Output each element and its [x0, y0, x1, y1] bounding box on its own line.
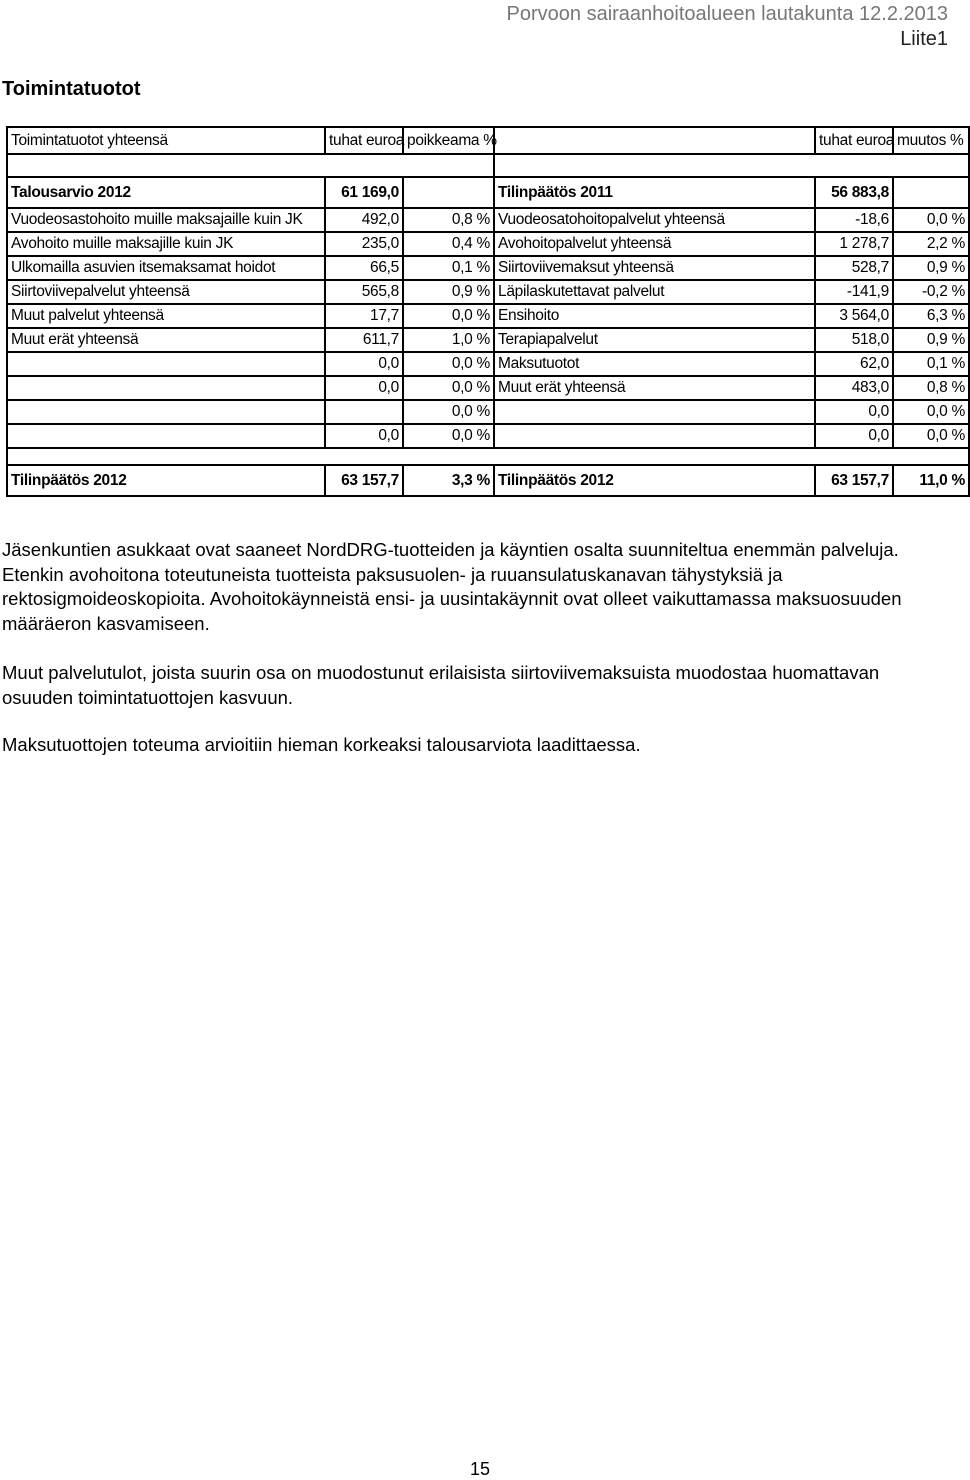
table-row — [7, 352, 969, 376]
row-amount: 17,7 — [325, 304, 403, 328]
row-deviation: 0,9 % — [403, 280, 494, 304]
paragraph-2: Muut palvelutulot, joista suurin osa on muodostunut erilaisista siirtoviivemaksuista muodostaa huomattavan osuuden toimintatuottojen kasvuun. — [2, 662, 880, 708]
document-header — [507, 2, 948, 52]
row-deviation: 1,0 % — [403, 328, 494, 352]
table-row — [7, 256, 969, 280]
row-label — [7, 352, 325, 376]
row-amount: 611,7 — [325, 328, 403, 352]
committee-date: Porvoon sairaanhoitoalueen lautakunta 12.2.2013 — [506, 3, 948, 25]
total-change: 11,0 % — [893, 465, 969, 496]
header-label: Toimintatuotot yhteensä — [7, 127, 325, 154]
row-amount: 235,0 — [325, 232, 403, 256]
row-deviation: 0,1 % — [403, 256, 494, 280]
row-right-label: Terapiapalvelut — [494, 328, 815, 352]
row-change: 0,8 % — [893, 376, 969, 400]
row-deviation: 0,0 % — [403, 400, 494, 424]
row-right-label: Siirtoviivemaksut yhteensä — [494, 256, 815, 280]
row-change: 0,0 % — [893, 400, 969, 424]
row-right-label: Läpilaskutettavat palvelut — [494, 280, 815, 304]
row-right-label: Avohoitopalvelut yhteensä — [494, 232, 815, 256]
table-row — [7, 304, 969, 328]
row-right-amount: 62,0 — [815, 352, 893, 376]
row-right-label: Maksutuotot — [494, 352, 815, 376]
table-row — [7, 400, 969, 424]
row-change: 6,3 % — [893, 304, 969, 328]
table-row — [7, 208, 969, 232]
income-table-wrapper — [6, 126, 965, 497]
table-row — [7, 328, 969, 352]
row-label: Avohoito muille maksajille kuin JK — [7, 232, 325, 256]
row-label: Muut erät yhteensä — [7, 328, 325, 352]
attachment-label: Liite1 — [900, 28, 948, 50]
row-right-label: Muut erät yhteensä — [494, 376, 815, 400]
row-right-label — [494, 424, 815, 448]
row-right-amount: -141,9 — [815, 280, 893, 304]
row-label: Ulkomailla asuvien itsemaksamat hoidot — [7, 256, 325, 280]
row-deviation: 0,0 % — [403, 352, 494, 376]
previous-year-value: 56 883,8 — [815, 177, 893, 208]
row-label — [7, 376, 325, 400]
table-row — [7, 424, 969, 448]
row-right-amount: 483,0 — [815, 376, 893, 400]
header-empty — [494, 127, 815, 154]
table-row — [7, 232, 969, 256]
total-deviation: 3,3 % — [403, 465, 494, 496]
section-title: Toimintatuotot — [2, 78, 141, 100]
row-right-amount: 518,0 — [815, 328, 893, 352]
row-change: 0,9 % — [893, 256, 969, 280]
total-value: 63 157,7 — [325, 465, 403, 496]
total-right-label: Tilinpäätös 2012 — [494, 465, 815, 496]
row-amount: 565,8 — [325, 280, 403, 304]
row-deviation: 0,0 % — [403, 424, 494, 448]
income-table — [6, 126, 970, 497]
paragraph-3: Maksutuottojen toteuma arvioitiin hieman korkeaksi talousarviota laadittaessa. — [2, 734, 641, 755]
row-right-label — [494, 400, 815, 424]
row-right-amount: 3 564,0 — [815, 304, 893, 328]
page-number: 15 — [469, 1459, 491, 1479]
row-deviation: 0,0 % — [403, 376, 494, 400]
row-right-label: Ensihoito — [494, 304, 815, 328]
header-col-change: muutos % — [893, 127, 969, 154]
table-blank-row — [7, 154, 969, 177]
row-change: 0,0 % — [893, 208, 969, 232]
row-amount: 0,0 — [325, 424, 403, 448]
row-label: Siirtoviivepalvelut yhteensä — [7, 280, 325, 304]
row-change: 2,2 % — [893, 232, 969, 256]
header-col-thousand-euros-2: tuhat euroa — [815, 127, 893, 154]
budget-label: Talousarvio 2012 — [7, 177, 325, 208]
previous-year-label: Tilinpäätös 2011 — [494, 177, 815, 208]
budget-row — [7, 177, 969, 208]
budget-value: 61 169,0 — [325, 177, 403, 208]
table-row — [7, 280, 969, 304]
row-right-label: Vuodeosatohoitopalvelut yhteensä — [494, 208, 815, 232]
row-label: Vuodeosastohoito muille maksajaille kuin JK — [7, 208, 325, 232]
paragraph-1: Jäsenkuntien asukkaat ovat saaneet NordDRG-tuotteiden ja käyntien osalta suunniteltua enemmän palveluja. Etenkin avohoitona toteutuneista tuotteista paksusuolen- ja ruuansulatuskanavan tähystyksiä ja rektosigmoideoskopioita. Avohoitokäynneistä ensi- ja uusintakäynnit ovat olleet vaikuttamassa maksuosuuden määräeron kasvamiseen. — [2, 539, 902, 634]
total-row — [7, 465, 969, 496]
table-row — [7, 376, 969, 400]
row-amount: 0,0 — [325, 376, 403, 400]
row-amount: 66,5 — [325, 256, 403, 280]
table-header-row — [7, 127, 969, 154]
row-label — [7, 424, 325, 448]
row-right-amount: 0,0 — [815, 400, 893, 424]
total-label: Tilinpäätös 2012 — [7, 465, 325, 496]
row-right-amount: -18,6 — [815, 208, 893, 232]
row-deviation: 0,4 % — [403, 232, 494, 256]
row-right-amount: 0,0 — [815, 424, 893, 448]
row-change: -0,2 % — [893, 280, 969, 304]
row-deviation: 0,0 % — [403, 304, 494, 328]
table-spacer-row — [7, 448, 969, 465]
total-right-value: 63 157,7 — [815, 465, 893, 496]
row-amount — [325, 400, 403, 424]
row-amount: 492,0 — [325, 208, 403, 232]
row-change: 0,1 % — [893, 352, 969, 376]
row-amount: 0,0 — [325, 352, 403, 376]
header-col-thousand-euros: tuhat euroa — [325, 127, 403, 154]
row-right-amount: 1 278,7 — [815, 232, 893, 256]
row-label: Muut palvelut yhteensä — [7, 304, 325, 328]
row-label — [7, 400, 325, 424]
header-col-deviation: poikkeama % — [403, 127, 494, 154]
row-right-amount: 528,7 — [815, 256, 893, 280]
row-deviation: 0,8 % — [403, 208, 494, 232]
row-change: 0,0 % — [893, 424, 969, 448]
row-change: 0,9 % — [893, 328, 969, 352]
